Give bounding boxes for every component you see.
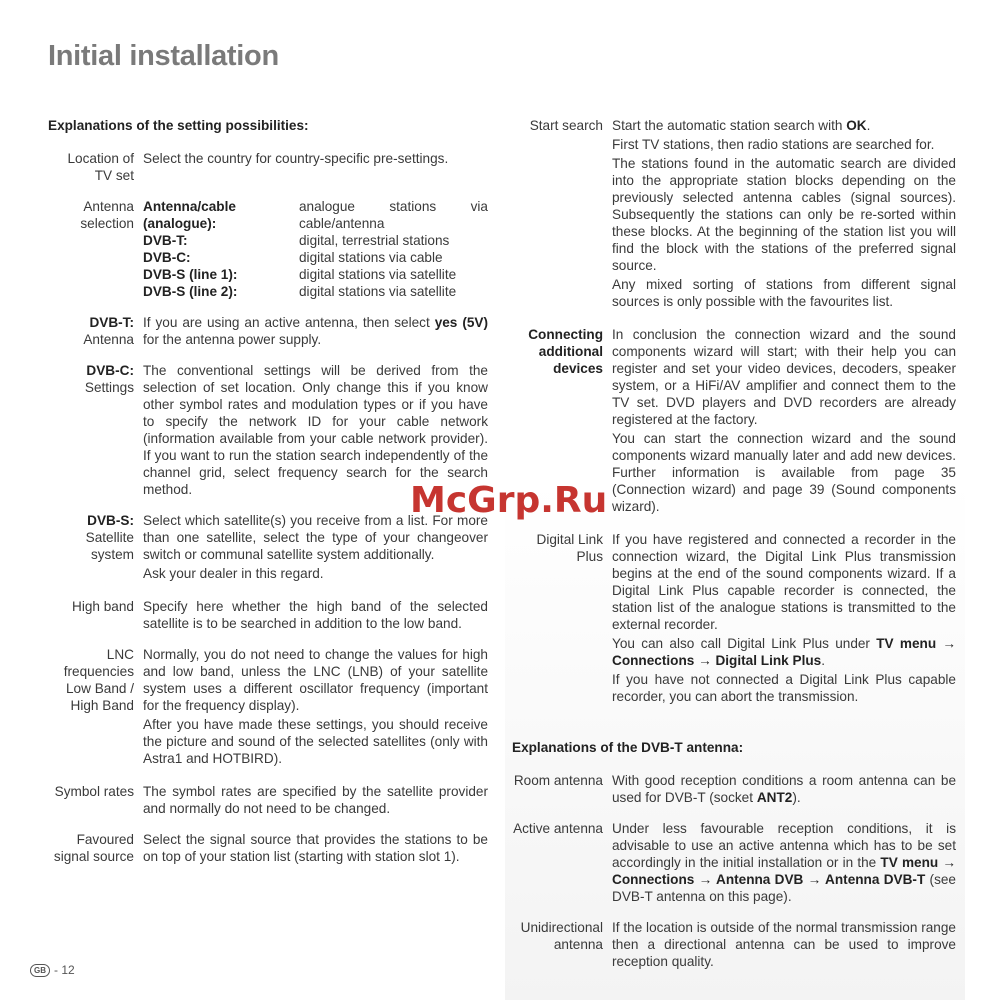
active-text: Under less favourable reception conditions, it is advisable to use an active antenna which has to be set accordingly in the initial installation or in the TV menu → Connections → Antenna DVB → Antenna DVB-T (see DVB-T antenna on this page). — [612, 821, 956, 904]
dlp-text: If you have registered and connected a recorder in the connection wizard, the Digital Link Plus transmission begins at the end of the sound components wizard. If a Digital Link Plus capable recorder is connected, the station list of the analogue stations is transmitted to the external recorder. You can also call Digital Link Plus under TV menu → Connections → Digital Link Plus. If you have not connected a Digital Link Plus capable recorder, you can abort the transmission. — [612, 532, 956, 704]
fav-label: Favoured signal source — [53, 832, 134, 864]
entry-digital-link-plus — [512, 531, 956, 707]
dlp-label: Digital Link Plus — [536, 532, 603, 564]
uni-label: Unidirectional antenna — [520, 920, 603, 952]
entry-lnc — [48, 646, 488, 769]
right-column — [512, 117, 956, 984]
antenna-option-value: analogue stations via cable/antenna — [299, 199, 488, 231]
antenna-label: Antenna selection — [80, 199, 134, 231]
antenna-option-value: digital stations via satellite — [299, 284, 457, 299]
entry-dvbt — [48, 314, 488, 348]
dvbt-antenna-heading: Explanations of the DVB-T antenna: — [512, 740, 744, 755]
highband-text: Specify here whether the high band of the selected satellite is to be searched in addition to the low band. — [143, 599, 488, 631]
dvbc-text: The conventional settings will be derived from the selection of set location. Only change this if you know other symbol rates and modulation types or if you have to specify the network ID for your cable network (information available from your cable network provider). If you want to run the station search independently of the channel grid, select frequency search for the search method. — [143, 363, 488, 497]
entry-antenna-selection — [48, 198, 488, 300]
antenna-option-key: DVB-C: — [143, 250, 191, 265]
symbol-label: Symbol rates — [54, 784, 134, 799]
uni-text: If the location is outside of the normal transmission range then a directional antenna can be used to improve reception quality. — [612, 920, 956, 969]
conn-text: In conclusion the connection wizard and the sound components wizard will start; with their help you can register and set your video devices, decoders, speaker system, or a HiFi/AV amplifier and connect them to the TV set. DVD players and DVD recorders are already registered at the factory. You can start the connection wizard and the sound components wizard manually later and add new devices. Further information is available from page 35 (Connection wizard) and page 39 (Sound components wizard). — [612, 327, 956, 514]
spacer — [512, 721, 956, 739]
antenna-option-key: DVB-T: — [143, 233, 188, 248]
entry-active-antenna — [512, 820, 956, 905]
entry-dvbs — [48, 512, 488, 584]
page-footer — [30, 963, 75, 977]
watermark: McGrp.Ru — [410, 480, 608, 521]
start-label: Start search — [529, 118, 603, 133]
room-label: Room antenna — [513, 773, 603, 788]
entry-unidirectional-antenna — [512, 919, 956, 970]
antenna-option-value: digital, terrestrial stations — [299, 233, 450, 248]
entry-location — [48, 150, 488, 184]
room-text: With good reception conditions a room antenna can be used for DVB-T (socket ANT2). — [612, 773, 956, 805]
highband-label: High band — [72, 599, 134, 614]
location-label: Location of TV set — [67, 151, 134, 183]
entry-symbol-rates — [48, 783, 488, 817]
entry-favoured-source — [48, 831, 488, 865]
dvbc-label: DVB-C: Settings — [84, 363, 134, 395]
settings-heading: Explanations of the setting possibilities: — [48, 118, 309, 133]
page-number: - 12 — [54, 963, 75, 977]
antenna-option-key: Antenna/cable (analogue): — [143, 199, 236, 231]
page-title: Initial installation — [48, 40, 279, 72]
antenna-option-value: digital stations via cable — [299, 250, 443, 265]
fav-text: Select the signal source that provides the stations to be on top of your station list (starting with station slot 1). — [143, 832, 488, 864]
lnc-label: LNC frequencies Low Band / High Band — [63, 647, 134, 713]
antenna-option-value: digital stations via satellite — [299, 267, 457, 282]
entry-dvbc — [48, 362, 488, 498]
antenna-option-key: DVB-S (line 2): — [143, 284, 238, 299]
dvbt-label: DVB-T: Antenna — [83, 315, 134, 347]
dvbt-text: If you are using an active antenna, then select yes (5V) for the antenna power supply. — [143, 315, 488, 347]
entry-start-search — [512, 117, 956, 312]
entry-high-band — [48, 598, 488, 632]
entry-room-antenna — [512, 772, 956, 806]
country-badge-icon: GB — [30, 964, 50, 977]
start-text: Start the automatic station search with OK. First TV stations, then radio stations are searched for. The stations found in the automatic search are divided into the appropriate station blocks depending on the previously selected antenna cables (signal sources). Subsequently the stations can only be re-sorted within these blocks. At the beginning of the station list you will find the block with the stations of the preferred signal source. Any mixed sorting of stations from different signal sources is only possible with the favourites list. — [612, 118, 956, 309]
dvbs-label: DVB-S: Satellite system — [85, 513, 134, 562]
antenna-options-grid — [143, 198, 488, 300]
lnc-text: Normally, you do not need to change the values for high and low band, unless the LNC (LNB) of your satellite system uses a different oscillator frequency (important for the frequency display). After you have made these settings, you should receive the picture and sound of the selected satellites (only with Astra1 and HOTBIRD). — [143, 647, 488, 766]
location-text: Select the country for country-specific pre-settings. — [143, 151, 449, 166]
symbol-text: The symbol rates are specified by the satellite provider and normally do not need to be changed. — [143, 784, 488, 816]
conn-label: Connecting additional devices — [528, 327, 603, 376]
active-label: Active antenna — [513, 821, 603, 836]
antenna-option-key: DVB-S (line 1): — [143, 267, 238, 282]
dvbs-text: Select which satellite(s) you receive from a list. For more than one satellite, select the type of your changeover switch or communal satellite system additionally. Ask your dealer in this regard. — [143, 513, 488, 581]
